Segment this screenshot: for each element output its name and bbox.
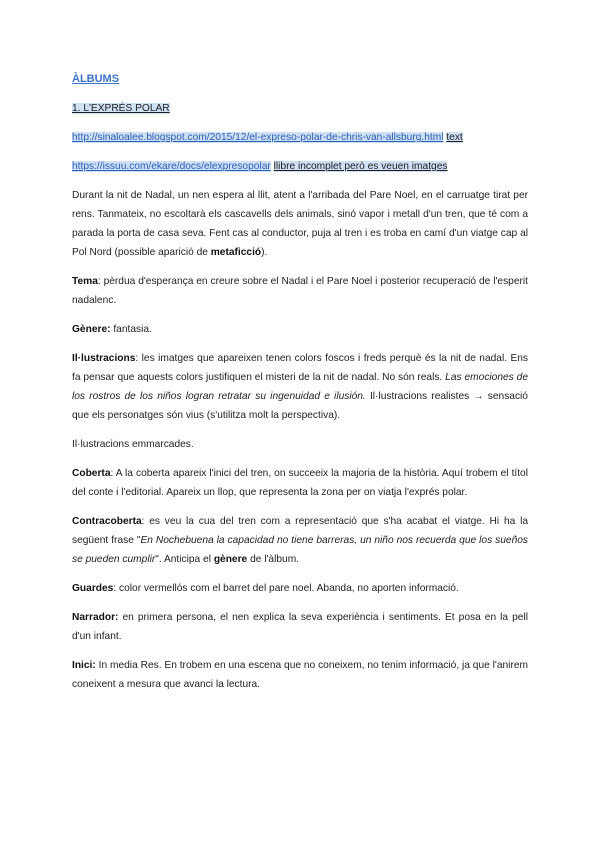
guardes-text: : color vermellós com el barret del pare noel. Abanda, no aporten informació. bbox=[113, 583, 459, 594]
illustracions-text: : les imatges que apareixen tenen colors foscos i freds perquè és la nit de nadal. Ens fa pensar que aquests colors justifiquen el misteri de la nit de nadal. No són reals. bbox=[72, 353, 528, 383]
issuu-link-note: llibre incomplet però es veuen imatges bbox=[273, 161, 448, 172]
page-title: ÀLBUMS bbox=[72, 73, 120, 85]
blog-link-note: text bbox=[446, 132, 463, 143]
genere-label: Gènere: bbox=[72, 324, 111, 335]
section-title-text: 1. L'EXPRÉS POLAR bbox=[72, 103, 170, 114]
summary-bold: metaficció bbox=[210, 247, 262, 258]
illustracions-label: Il·lustracions bbox=[72, 353, 136, 364]
coberta-label: Coberta bbox=[72, 468, 111, 479]
contracoberta-bold: gènere bbox=[213, 554, 248, 565]
contracoberta-italic: En Nochebuena la capacidad no tiene barreras, un niño nos recuerda que los sueños se pueden cumplir bbox=[72, 535, 528, 565]
guardes-label: Guardes bbox=[72, 583, 114, 594]
summary-end: ). bbox=[261, 247, 268, 258]
illustracions-italic: Las emociones de los rostros de los niños logran retratar su ingenuidad e ilusión. bbox=[72, 372, 528, 402]
section-title bbox=[72, 99, 528, 118]
link-row-1 bbox=[72, 128, 528, 147]
coberta-paragraph bbox=[72, 464, 528, 502]
genere-text: fantasia. bbox=[110, 324, 152, 335]
contracoberta-paragraph bbox=[72, 512, 528, 569]
illustracions-paragraph bbox=[72, 349, 528, 425]
blog-link[interactable]: http://sinaloalee.blogspot.com/2015/12/el-expreso-polar-de-chris-van-allsburg.html bbox=[72, 132, 444, 143]
guardes-paragraph bbox=[72, 579, 528, 598]
emmarcades-paragraph: Il·lustracions emmarcades. bbox=[72, 439, 194, 450]
coberta-text: : A la coberta apareix l'inici del tren, on succeeix la majoria de la història. Aquí trobem el títol del conte i l'editorial. Apareix un llop, que representa la zona per on viatja l'exprés polar. bbox=[72, 468, 528, 498]
inici-paragraph bbox=[72, 656, 528, 694]
summary-text: Durant la nit de Nadal, un nen espera al llit, atent a l'arribada del Pare Noel, en el carruatge tirat per rens. Tanmateix, no escoltarà els cascavells dels animals, sinó vapor i metall d'un tren, que té com a parada la porta de casa seva. Fent cas al conductor, puja al tren i es troba en camí d'un viatge cap al Pol Nord (possible aparició de bbox=[72, 190, 528, 258]
tema-text: : pèrdua d'esperança en creure sobre el Nadal i el Pare Noel i posterior recuperació de l'esperit nadalenc. bbox=[72, 276, 528, 306]
contracoberta-label: Contracoberta bbox=[72, 516, 142, 527]
narrador-label: Narrador: bbox=[72, 612, 119, 623]
narrador-paragraph bbox=[72, 608, 528, 646]
issuu-link[interactable]: https://issuu.com/ekare/docs/elexpresopolar bbox=[72, 161, 271, 172]
inici-text: In media Res. En trobem en una escena que no coneixem, no tenim informació, ja que l'anirem coneixent a mesura que avanci la lectura. bbox=[72, 660, 528, 690]
document-body bbox=[72, 70, 528, 704]
tema-label: Tema bbox=[72, 276, 98, 287]
contracoberta-text: : es veu la cua del tren com a representació que s'ha acabat el viatge. Hi ha la següent frase " bbox=[72, 516, 528, 546]
contracoberta-text-2: ". Anticipa el bbox=[155, 554, 214, 565]
link-row-2 bbox=[72, 157, 528, 176]
illustracions-text-2: Il·lustracions realistes → sensació que els personatges són vius (s'utilitza molt la perspectiva). bbox=[72, 391, 528, 421]
genere-paragraph bbox=[72, 320, 528, 339]
contracoberta-end: de l'àlbum. bbox=[247, 554, 300, 565]
inici-label: Inici: bbox=[72, 660, 96, 671]
narrador-text: en primera persona, el nen explica la seva experiència i sentiments. Et posa en la pell d'un infant. bbox=[72, 612, 528, 642]
tema-paragraph bbox=[72, 272, 528, 310]
summary-paragraph bbox=[72, 186, 528, 262]
